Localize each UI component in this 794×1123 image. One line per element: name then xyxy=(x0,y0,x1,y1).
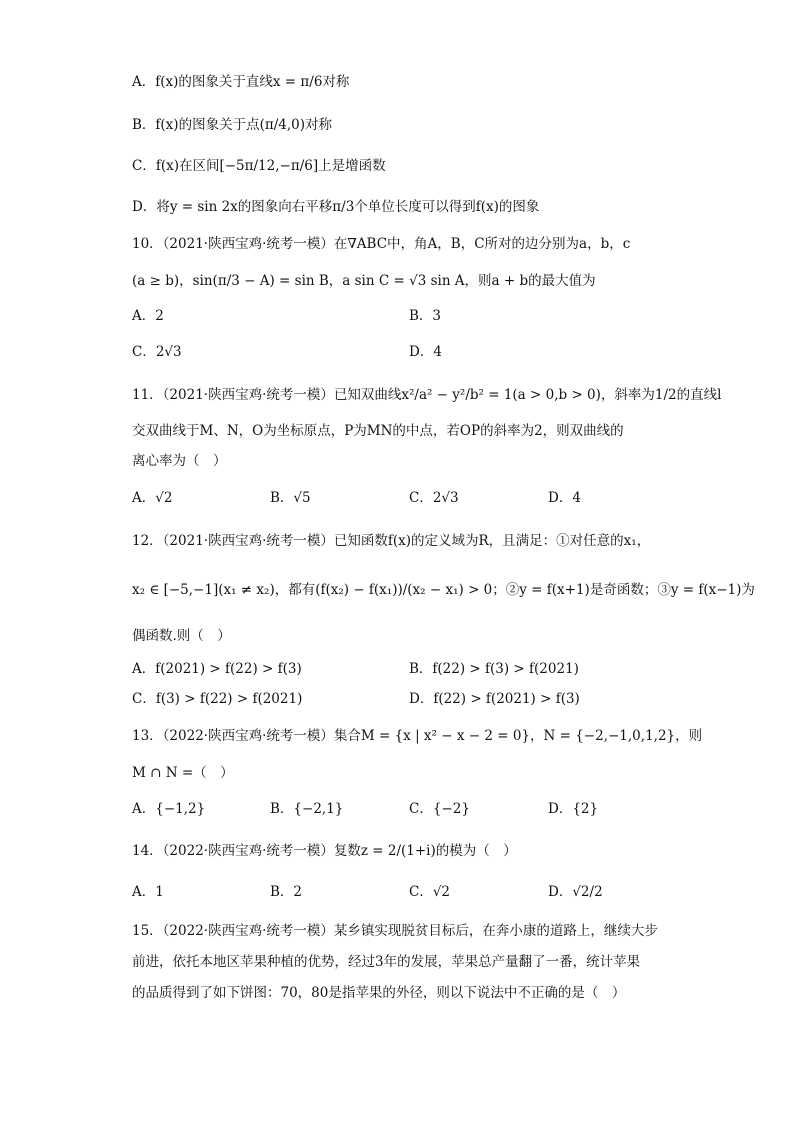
q13-stem-line1: 13．（2022·陕西宝鸡·统考一模）集合M = {x | x² − x − 2 = 0}，N = {−2,−1,0,1,2}，则 xyxy=(132,728,703,744)
q13-option-b: B．{−2,1} xyxy=(270,801,344,817)
q11-option-d: D．4 xyxy=(548,490,581,506)
q14-option-a: A．1 xyxy=(132,884,164,900)
q13-option-a: A．{−1,2} xyxy=(132,801,206,817)
q9-option-a: A．f(x)的图象关于直线x = π/6对称 xyxy=(132,74,350,90)
q14-option-c: C．√2 xyxy=(409,884,451,900)
q14-option-d: D．√2/2 xyxy=(548,884,603,900)
q10-stem-line1: 10．（2021·陕西宝鸡·统考一模）在∇ABC中，角A，B，C所对的边分别为a，b，c xyxy=(132,236,631,252)
q10-stem-line2: (a ≥ b)，sin(π/3 − A) = sin B，a sin C = √3 sin A，则a + b的最大值为 xyxy=(132,273,596,289)
q12-stem-line1: 12．（2021·陕西宝鸡·统考一模）已知函数f(x)的定义域为R，且满足：①对任意的x₁， xyxy=(132,533,651,549)
q15-stem-line3: 的品质得到了如下饼图：70，80是指苹果的外径，则以下说法中不正确的是（ ） xyxy=(132,985,626,1001)
q13-option-c: C．{−2} xyxy=(409,801,470,817)
q10-option-d: D．4 xyxy=(409,344,442,360)
q13-stem-line2: M ∩ N =（ ） xyxy=(132,765,234,781)
q11-stem-line1: 11．（2021·陕西宝鸡·统考一模）已知双曲线x²/a² − y²/b² = 1(a > 0,b > 0)，斜率为1/2的直线l xyxy=(132,387,722,403)
q12-stem-line3: 偶函数.则（ ） xyxy=(132,628,231,644)
q9-option-d: D．将y = sin 2x的图象向右平移π/3个单位长度可以得到f(x)的图象 xyxy=(132,199,540,215)
q9-option-c: C．f(x)在区间[−5π/12,−π/6]上是增函数 xyxy=(132,158,386,174)
q10-option-a: A．2 xyxy=(132,308,164,324)
q11-option-c: C．2√3 xyxy=(409,490,459,506)
q11-option-a: A．√2 xyxy=(132,490,173,506)
q9-option-b: B．f(x)的图象关于点(π/4,0)对称 xyxy=(132,117,332,133)
q11-stem-line3: 离心率为（ ） xyxy=(132,453,227,469)
q15-stem-line1: 15．（2022·陕西宝鸡·统考一模）某乡镇实现脱贫目标后，在奔小康的道路上，继续大步 xyxy=(132,923,658,939)
q12-option-a: A．f(2021) > f(22) > f(3) xyxy=(132,661,302,677)
q10-option-c: C．2√3 xyxy=(132,344,182,360)
q12-option-d: D．f(22) > f(2021) > f(3) xyxy=(409,691,580,707)
q10-option-b: B．3 xyxy=(409,308,442,324)
q14-option-b: B．2 xyxy=(270,884,303,900)
q12-option-b: B．f(22) > f(3) > f(2021) xyxy=(409,661,579,677)
q11-stem-line2: 交双曲线于M、N，O为坐标原点，P为MN的中点，若OP的斜率为2，则双曲线的 xyxy=(132,423,624,439)
q15-stem-line2: 前进，依托本地区苹果种植的优势，经过3年的发展，苹果总产量翻了一番，统计苹果 xyxy=(132,954,641,970)
q12-option-c: C．f(3) > f(22) > f(2021) xyxy=(132,691,303,707)
q11-option-b: B．√5 xyxy=(270,490,311,506)
q12-stem-line2: x₂ ∈ [−5,−1](x₁ ≠ x₂)，都有(f(x₂) − f(x₁))/(x₂ − x₁) > 0；②y = f(x+1)是奇函数；③y = f(x−1)为 xyxy=(132,582,755,598)
q14-stem: 14．（2022·陕西宝鸡·统考一模）复数z = 2/(1+i)的模为（ ） xyxy=(132,843,517,859)
q13-option-d: D．{2} xyxy=(548,801,599,817)
